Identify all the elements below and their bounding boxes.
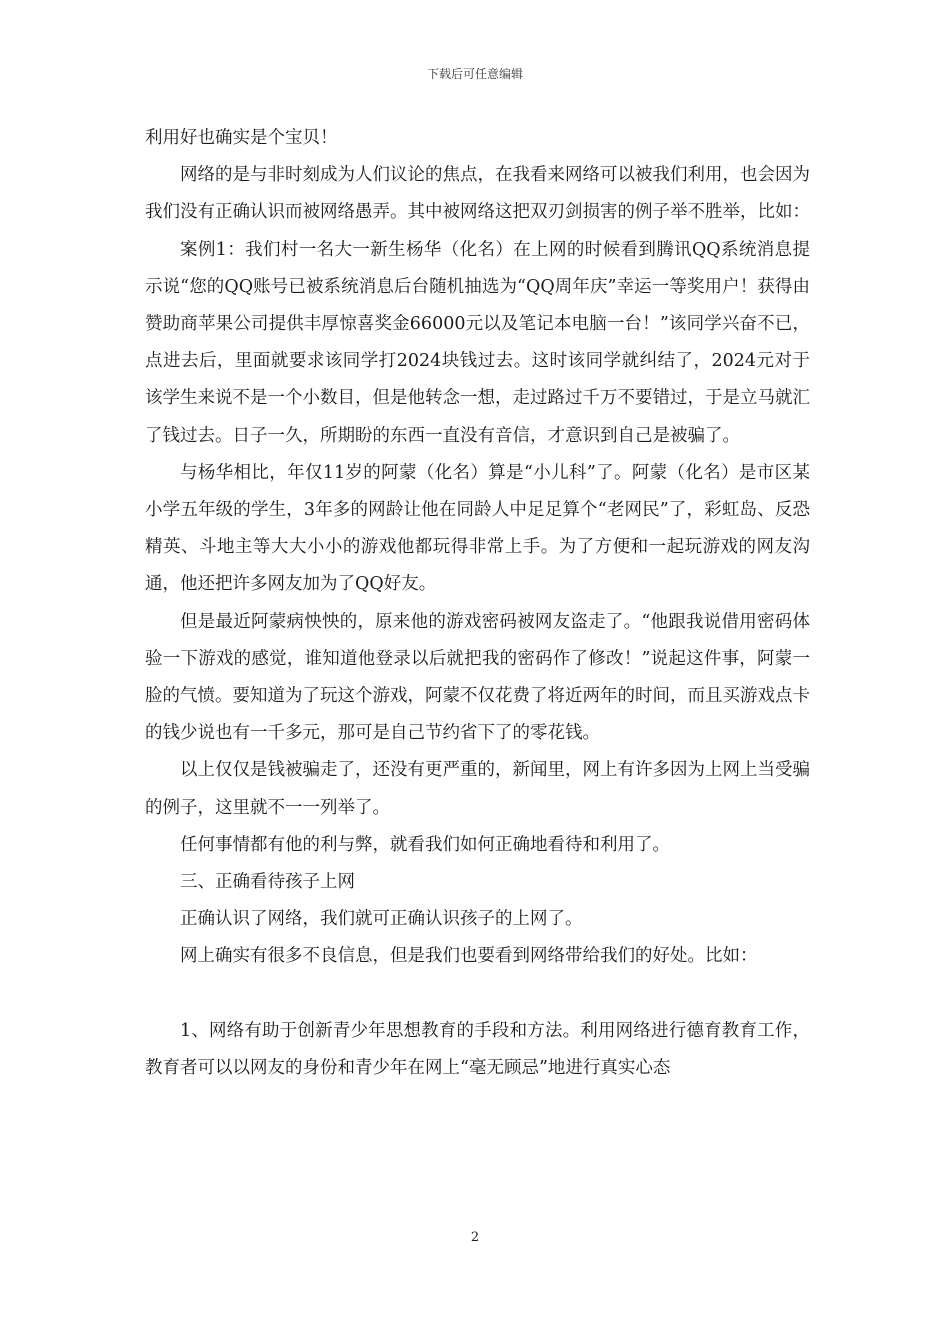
body-text — [145, 120, 810, 1087]
paragraph: 正确认识了网络，我们就可正确认识孩子的上网了。 — [180, 909, 583, 930]
list-item-1: 1、网络有助于创新青少年思想教育的手段和方法。利用网络进行德育教育工作，教育者可以以网友的身份和青少年在网上“毫无顾忌”地进行真实心态 — [145, 1020, 810, 1078]
paragraph: 网上确实有很多不良信息，但是我们也要看到网络带给我们的好处。比如： — [180, 946, 758, 967]
paragraph-case-1: 案例1：我们村一名大一新生杨华（化名）在上网的时候看到腾讯QQ系统消息提示说“您的QQ账号已被系统消息后台随机抽选为“QQ周年庆”幸运一等奖用户！获得由赞助商苹果公司提供丰厚惊喜奖金66000元以及笔记本电脑一台！”该同学兴奋不已，点进去后，里面就要求该同学打2024块钱过去。这时该同学就纠结了，2024元对于该学生来说不是一个小数目，但是他转念一想，走过路过千万不要错过，于是立马就汇了钱过去。日子一久，所期盼的东西一直没有音信，才意识到自己是被骗了。 — [145, 239, 810, 446]
section-heading: 三、正确看待孩子上网 — [180, 872, 355, 893]
page-number: 2 — [470, 1230, 480, 1245]
paragraph: 任何事情都有他的利与弊，就看我们如何正确地看待和利用了。 — [180, 834, 670, 855]
paragraph: 与杨华相比，年仅11岁的阿蒙（化名）算是“小儿科”了。阿蒙（化名）是市区某小学五年级的学生，3年多的网龄让他在同龄人中足足算个“老网民”了，彩虹岛、反恐精英、斗地主等大大小小的游戏他都玩得非常上手。为了方便和一起玩游戏的网友沟通，他还把许多网友加为了QQ好友。 — [145, 462, 810, 595]
paragraph: 但是最近阿蒙病怏怏的，原来他的游戏密码被网友盗走了。“他跟我说借用密码体验一下游戏的感觉，谁知道他登录以后就把我的密码作了修改！”说起这件事，阿蒙一脸的气愤。要知道为了玩这个游戏，阿蒙不仅花费了将近两年的时间，而且买游戏点卡的钱少说也有一千多元，那可是自己节约省下了的零花钱。 — [145, 611, 810, 744]
paragraph: 以上仅仅是钱被骗走了，还没有更严重的，新闻里，网上有许多因为上网上当受骗的例子，这里就不一一列举了。 — [145, 760, 810, 818]
paragraph-continuation: 利用好也确实是个宝贝！ — [145, 128, 338, 148]
paragraph: 网络的是与非时刻成为人们议论的焦点，在我看来网络可以被我们利用，也会因为我们没有正确认识而被网络愚弄。其中被网络这把双刃剑损害的例子举不胜举，比如： — [145, 165, 810, 223]
page-header: 下载后可任意编辑 — [426, 67, 523, 81]
